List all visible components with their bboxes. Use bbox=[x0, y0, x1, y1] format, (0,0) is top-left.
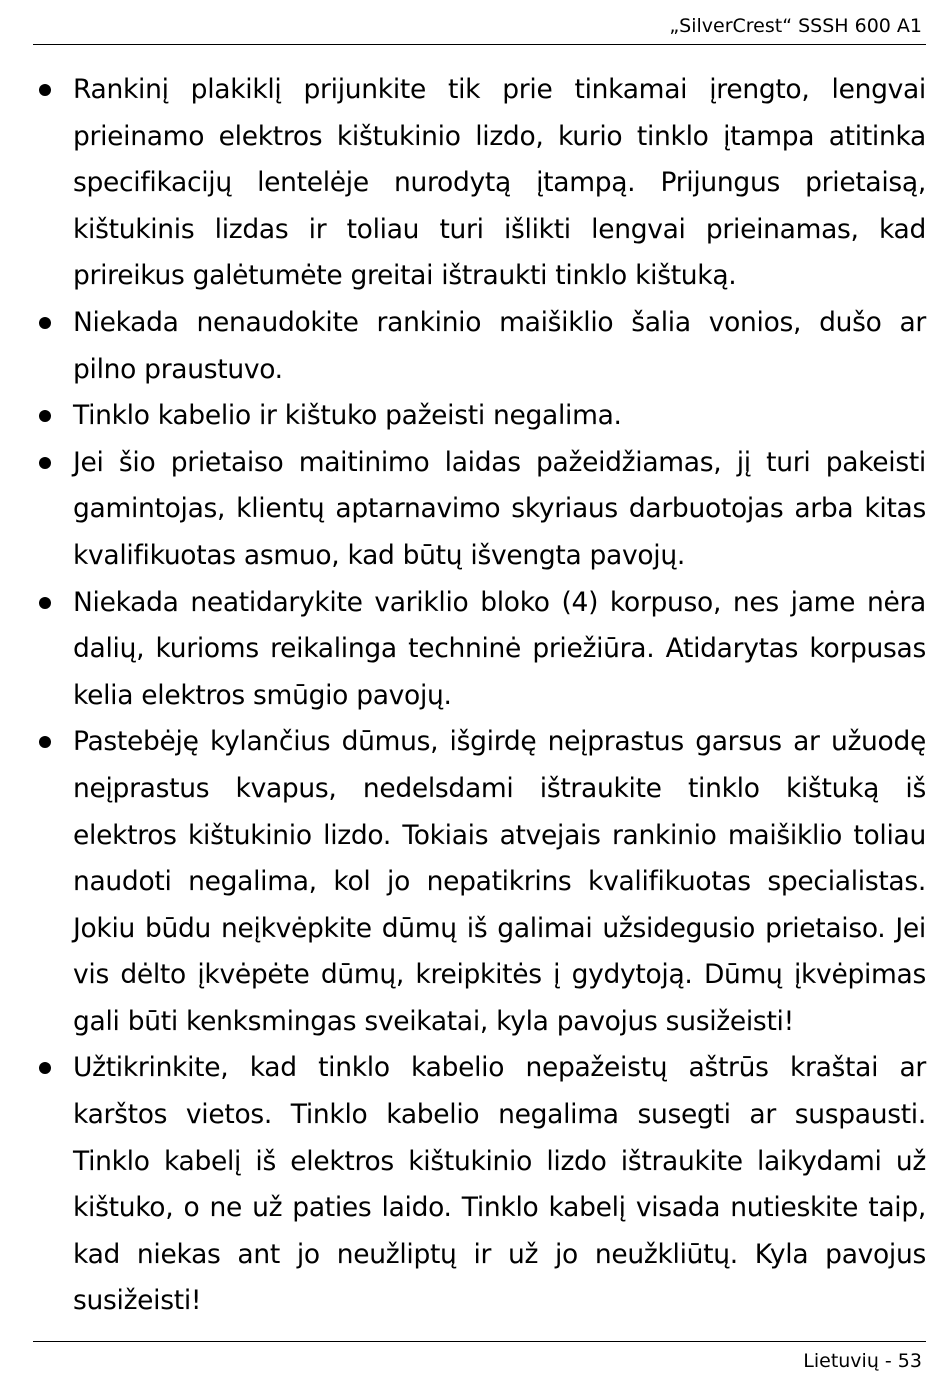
bullet-point bbox=[39, 84, 51, 96]
list-item-text: Tinklo kabelio ir kištuko pažeisti negalima. bbox=[73, 400, 622, 432]
safety-instructions-list bbox=[33, 67, 926, 1325]
list-item bbox=[33, 1045, 926, 1325]
document-header-title: „SilverCrest“ SSSH 600 A1 bbox=[669, 15, 922, 37]
list-item bbox=[33, 719, 926, 1045]
list-item-text: Pastebėję kylančius dūmus, išgirdę neįprastus garsus ar užuodę neįprastus kvapus, nedelsdami ištraukite tinklo kištuką iš elektros kištukinio lizdo. Tokiais atvejais rankinio maišiklio toliau naudoti negalima, kol jo nepatikrins kvalifikuotas specialistas. Jokiu būdu neįkvėpkite dūmų iš galimai užsidegusio prietaiso. Jei vis dėlto įkvėpėte dūmų, kreipkitės į gydytoją. Dūmų įkvėpimas gali būti kenksmingas sveikatai, kyla pavojus susižeisti! bbox=[73, 726, 926, 1037]
list-item-text: Rankinį plakiklį prijunkite tik prie tinkamai įrengto, lengvai prieinamo elektros kištukinio lizdo, kurio tinklo įtampa atitinka specifikacijų lentelėje nurodytą įtampą. Prijungus prietaisą, kištukinis lizdas ir toliau turi išlikti lengvai prieinamas, kad prireikus galėtumėte greitai ištraukti tinklo kištuką. bbox=[73, 74, 926, 292]
list-item bbox=[33, 580, 926, 720]
list-item bbox=[33, 440, 926, 580]
bullet-point bbox=[39, 457, 51, 469]
list-item bbox=[33, 67, 926, 300]
bullet-point bbox=[39, 736, 51, 748]
bullet-point bbox=[39, 317, 51, 329]
list-item-text: Užtikrinkite, kad tinklo kabelio nepažeistų aštrūs kraštai ar karštos vietos. Tinklo kabelio negalima susegti ar suspausti. Tinklo kabelį iš elektros kištukinio lizdo ištraukite laikydami už kištuko, o ne už paties laido. Tinklo kabelį visada nutieskite taip, kad niekas ant jo neužliptų ir už jo neužkliūtų. Kyla pavojus susižeisti! bbox=[73, 1052, 926, 1317]
bullet-point bbox=[39, 1062, 51, 1074]
list-item bbox=[33, 393, 926, 440]
bullet-point bbox=[39, 410, 51, 422]
list-item bbox=[33, 300, 926, 393]
footer-divider bbox=[33, 1341, 926, 1342]
list-item-text: Niekada neatidarykite variklio bloko (4) korpuso, nes jame nėra dalių, kurioms reikalinga techninė priežiūra. Atidarytas korpusas kelia elektros smūgio pavojų. bbox=[73, 586, 926, 711]
page-number: Lietuvių - 53 bbox=[803, 1350, 922, 1372]
bullet-point bbox=[39, 597, 51, 609]
list-item-text: Jei šio prietaiso maitinimo laidas pažeidžiamas, jį turi pakeisti gamintojas, klientų aptarnavimo skyriaus darbuotojas arba kitas kvalifikuotas asmuo, kad būtų išvengta pavojų. bbox=[73, 446, 926, 571]
header-divider bbox=[33, 44, 926, 45]
list-item-text: Niekada nenaudokite rankinio maišiklio šalia vonios, dušo ar pilno praustuvo. bbox=[73, 306, 926, 385]
